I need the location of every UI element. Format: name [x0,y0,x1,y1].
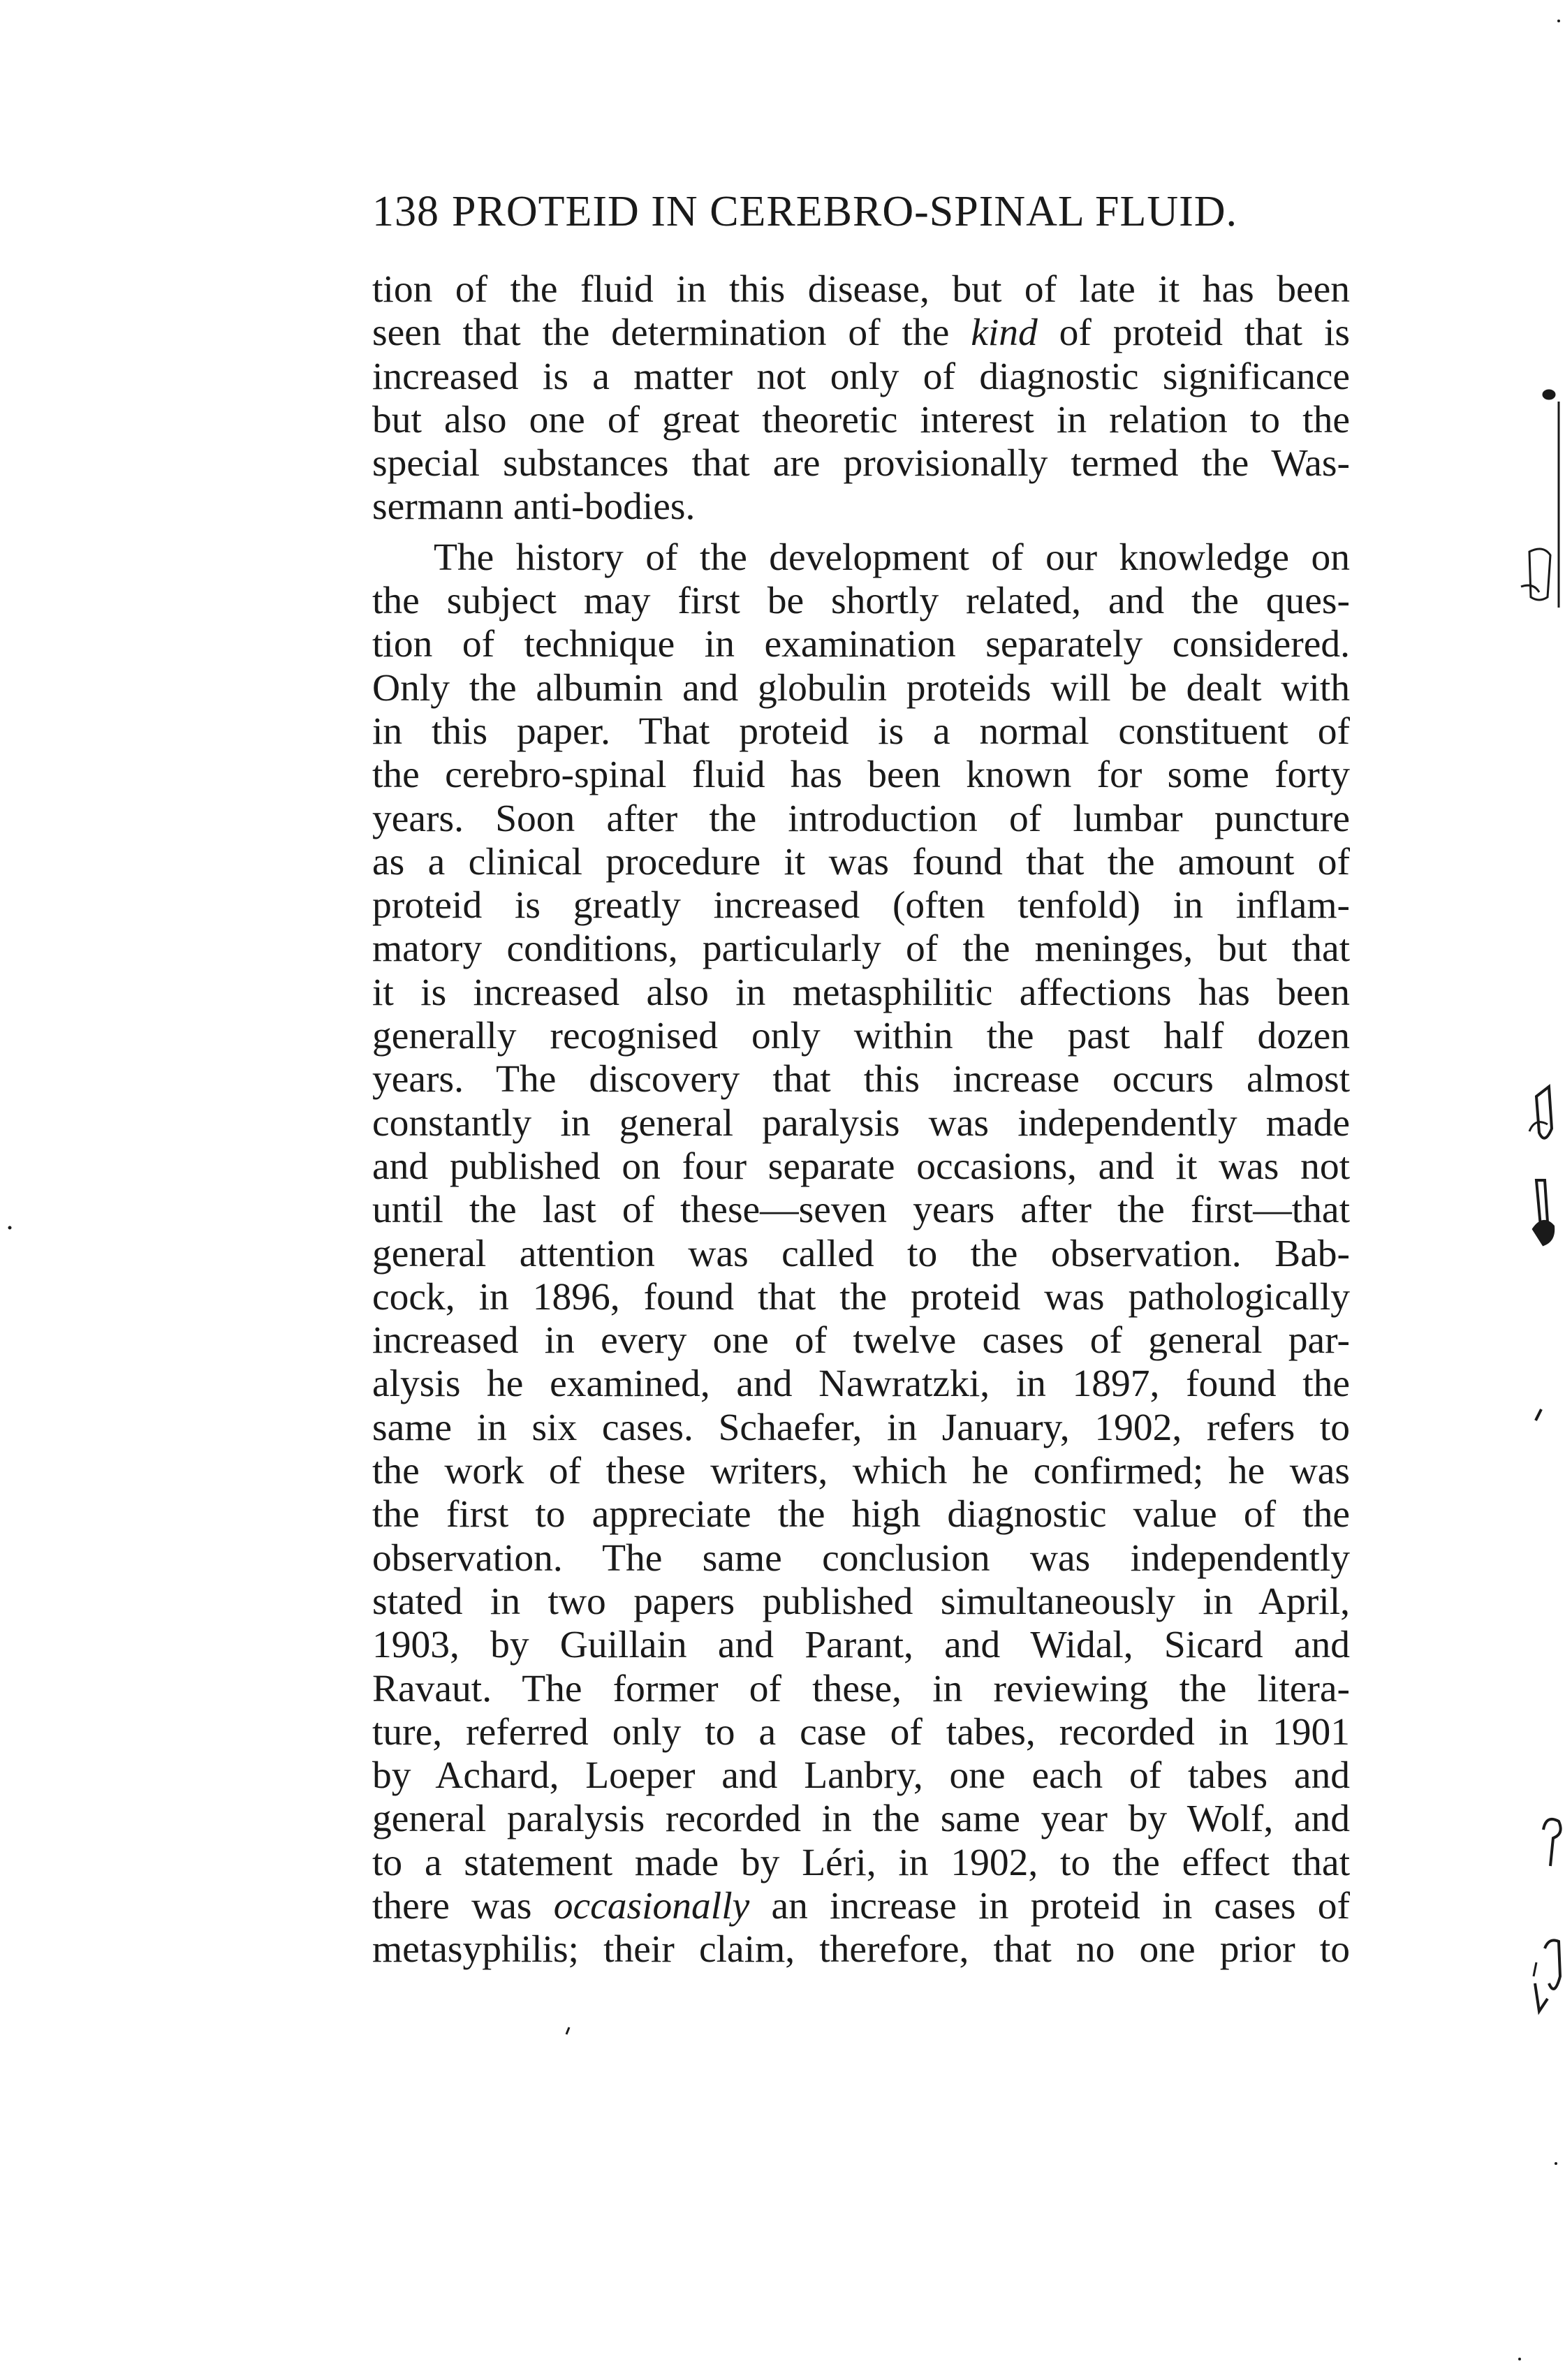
text-line: the cerebro-spinal fluid has been known for some forty [372,754,1350,797]
italic-word: occasionally [553,1884,750,1927]
text-line: years. Soon after the introduction of lumbar puncture [372,797,1350,840]
text-line: as a clinical procedure it was found that the amount of [372,840,1350,883]
text-line: the first to appreciate the high diagnostic value of the [372,1493,1350,1536]
bleed-mark [1534,1221,1553,1244]
text-line: the work of these writers, which he confirmed; he was [372,1450,1350,1493]
text-line: stated in two papers published simultaneously in April, [372,1580,1350,1623]
text-line: general attention was called to the observation. Bab- [372,1232,1350,1275]
bleed-mark [1529,549,1550,600]
text-line: 1903, by Guillain and Parant, and Widal, Sicard and [372,1624,1350,1667]
text-line: special substances that are provisionally termed the Was- [372,442,1350,485]
text-line: in this paper. That proteid is a normal constituent of [372,710,1350,753]
text-line: tion of the fluid in this disease, but of late it has been [372,268,1350,311]
text-line: there was occasionally an increase in proteid in cases of [372,1884,1351,1927]
text-line: seen that the determination of the kind of proteid that is [372,311,1350,355]
text-line: increased in every one of twelve cases of general par- [372,1319,1350,1362]
text-line: Ravaut. The former of these, in reviewing the litera- [372,1667,1350,1710]
text-line: cock, in 1896, found that the proteid was pathologically [372,1275,1350,1318]
bleed-mark [1557,20,1560,22]
italic-word: kind [971,311,1038,355]
text-line: by Achard, Loeper and Lanbry, one each of tabes and [372,1754,1350,1798]
text-line: years. The discovery that this increase occurs almost [372,1058,1350,1101]
bleed-mark [1543,390,1555,399]
text-line: to a statement made by Léri, in 1902, to the effect that [372,1841,1350,1884]
text-line: sermann anti-bodies. [372,485,696,529]
text-line: generally recognised only within the past half dozen [372,1015,1350,1058]
bleed-mark [1545,1940,1560,1989]
text-line: metasyphilis; their claim, therefore, that no one prior to [372,1928,1350,1971]
text-line: tion of technique in examination separately considered. [372,623,1350,666]
bleed-mark [1555,2162,1557,2165]
bleed-mark [1536,1087,1552,1138]
text-line: constantly in general paralysis was independently made [372,1101,1350,1145]
text-line: alysis he examined, and Nawratzki, in 1897, found the [372,1362,1350,1406]
bleed-mark [566,2027,569,2034]
text-line: ture, referred only to a case of tabes, recorded in 1901 [372,1710,1350,1754]
text-line: increased is a matter not only of diagnostic significance [372,355,1350,398]
bleed-mark [1543,1819,1561,1866]
text-line: same in six cases. Schaefer, in January, 1902, refers to [372,1406,1350,1449]
text-line: but also one of great theoretic interest in relation to the [372,398,1350,441]
text-line: general paralysis recorded in the same year by Wolf, and [372,1798,1350,1841]
bleed-mark [1518,2358,1521,2360]
page-number: 138 [372,188,439,235]
bleed-mark [8,1226,12,1230]
chapter-title: PROTEID IN CEREBRO-SPINAL FLUID. [452,188,1238,235]
text-line: observation. The same conclusion was independently [372,1536,1350,1580]
text-line: it is increased also in metasphilitic affections has been [372,971,1350,1014]
text-line: matory conditions, particularly of the meninges, but that [372,927,1350,971]
text-line: the subject may first be shortly related, and the ques- [372,580,1350,623]
bleed-mark [1534,1962,1536,1976]
bleed-mark [1536,1409,1541,1420]
bleed-mark [1536,1180,1548,1226]
text-line: until the last of these—seven years after the first—that [372,1189,1350,1232]
text-line: Only the albumin and globulin proteids will be dealt with [372,666,1350,710]
text-line: proteid is greatly increased (often tenfold) in inflam- [372,884,1350,927]
text-line: The history of the development of our knowledge on [434,536,1350,579]
text-line: and published on four separate occasions, and it was not [372,1145,1350,1188]
bleed-mark [1535,1983,1548,2011]
